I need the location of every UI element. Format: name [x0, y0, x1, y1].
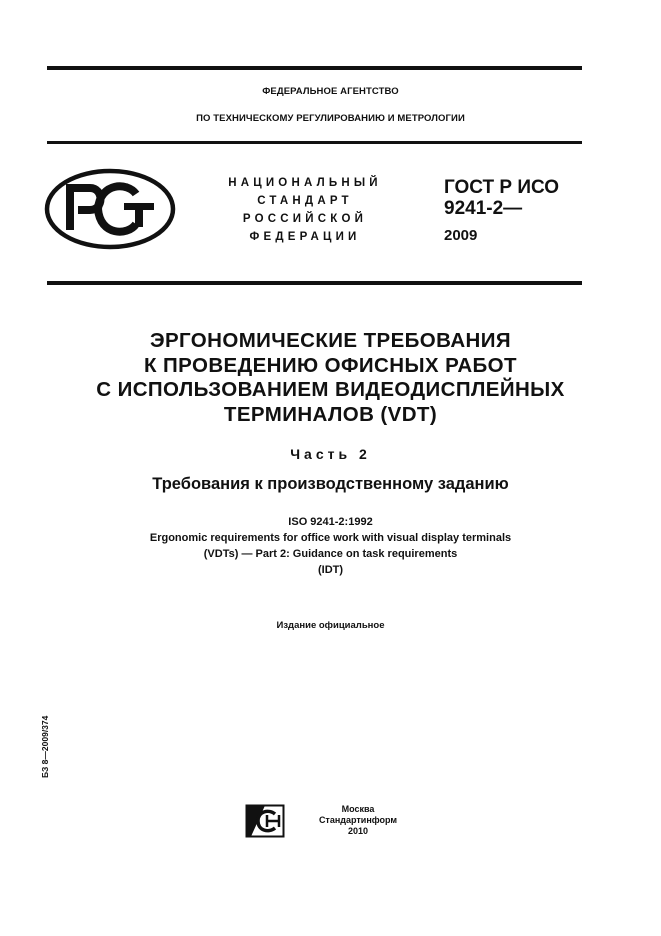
document-subtitle: Требования к производственному заданию	[152, 475, 509, 493]
part-label: Часть 2	[290, 446, 371, 462]
header-rule	[47, 141, 582, 144]
mid-rule	[47, 281, 582, 285]
title-line-4: ТЕРМИНАЛОВ (VDT)	[223, 402, 438, 426]
iso-number: ISO 9241-2:1992	[288, 516, 373, 528]
document-title	[0, 329, 661, 427]
national-line-4: ФЕДЕРАЦИИ	[249, 231, 361, 243]
national-line-2: СТАНДАРТ	[257, 195, 353, 207]
iso-title-line-3: (IDT)	[317, 564, 344, 576]
title-line-3: С ИСПОЛЬЗОВАНИЕМ ВИДЕОДИСПЛЕЙНЫХ	[96, 378, 565, 401]
publisher-city: Москва	[341, 804, 375, 814]
top-rule	[47, 66, 582, 70]
edition-label: Издание официальное	[276, 620, 385, 631]
standartinform-logo-icon	[245, 804, 285, 838]
agency-line-1: ФЕДЕРАЛЬНОЕ АГЕНТСТВО	[262, 86, 399, 97]
iso-title-line-1: Ergonomic requirements for office work with visual display terminals	[149, 532, 512, 544]
national-standard-label	[205, 174, 405, 246]
national-line-3: РОССИЙСКОЙ	[242, 213, 368, 225]
standard-year: 2009	[444, 227, 478, 244]
title-line-1: ЭРГОНОМИЧЕСКИЕ ТРЕБОВАНИЯ	[149, 329, 512, 352]
publisher-name: Стандартинформ	[318, 815, 398, 825]
national-line-1: НАЦИОНАЛЬНЫЙ	[228, 177, 382, 189]
publisher-info	[318, 804, 398, 837]
iso-title-line-2: (VDTs) — Part 2: Guidance on task requirements	[203, 548, 458, 560]
standard-number-line-1: ГОСТ Р ИСО	[444, 177, 560, 198]
agency-line-2: ПО ТЕХНИЧЕСКОМУ РЕГУЛИРОВАНИЮ И МЕТРОЛОГИИ	[196, 113, 465, 124]
side-code: БЗ 8—2009/374	[40, 715, 50, 778]
iso-reference	[0, 514, 661, 578]
title-line-2: К ПРОВЕДЕНИЮ ОФИСНЫХ РАБОТ	[144, 353, 517, 377]
rst-logo-icon	[44, 168, 176, 250]
standard-number-line-2: 9241-2—	[444, 198, 523, 219]
publisher-year: 2010	[347, 826, 369, 836]
standard-number	[444, 177, 559, 219]
